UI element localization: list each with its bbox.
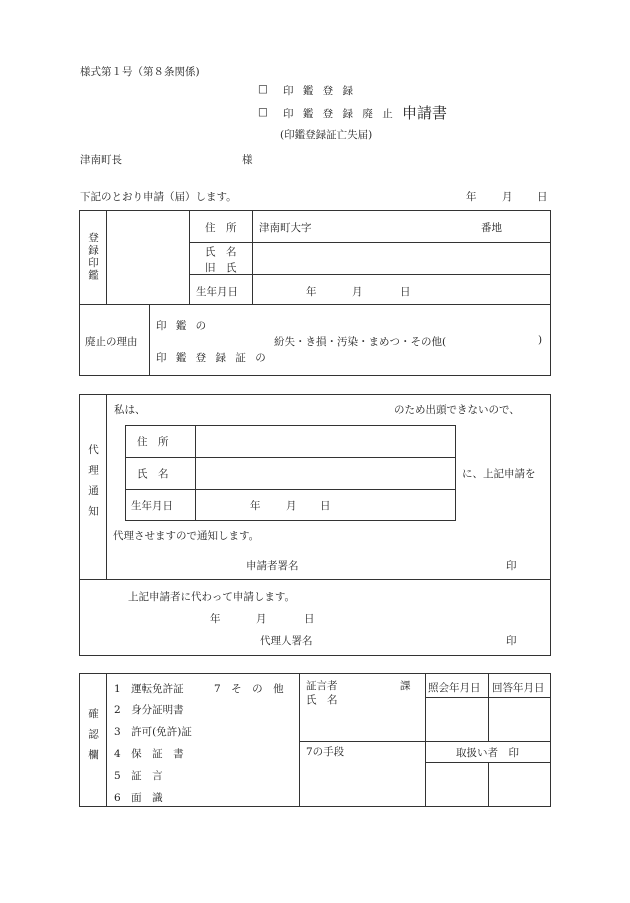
proxy-birth-label: 生年月日 (131, 500, 173, 512)
option-register-label: 印 鑑 登 録 (283, 85, 357, 97)
agent-date-year: 年 (210, 613, 221, 625)
handler-seal-field-2[interactable] (489, 763, 550, 806)
divider (149, 304, 150, 376)
divider (299, 741, 551, 742)
addressee: 津南町長 (80, 154, 122, 166)
proxy-birth-month: 月 (286, 500, 297, 512)
agent-date-month: 月 (256, 613, 267, 625)
handler-label: 取扱い者 印 (456, 747, 519, 759)
confirm-item-4[interactable]: 4 保 証 書 (114, 748, 184, 760)
divider (299, 673, 300, 807)
checkbox-icon: □ (258, 106, 268, 118)
witness-dept: 課 (400, 680, 411, 692)
intro-text: 下記のとおり申請（届）します。 (80, 191, 237, 203)
witness-label: 証言者 (306, 680, 338, 692)
reasons[interactable]: 紛失・き損・汚染・まめつ・その他( (274, 336, 447, 348)
option-abolish-label: 印 鑑 登 録 廃 止 (283, 108, 396, 120)
birth-year: 年 (306, 286, 317, 298)
agent-date-day: 日 (304, 613, 315, 625)
means7-label: 7の手段 (306, 746, 345, 758)
birth-month: 月 (352, 286, 363, 298)
reasons-close: ) (538, 334, 543, 346)
divider (79, 579, 551, 580)
divider (189, 210, 190, 304)
proxy-apply-above: に、上記申請を (462, 468, 536, 480)
confirm-item-5[interactable]: 5 証 言 (114, 770, 163, 782)
confirm-item-1[interactable]: 1 運転免許証 (114, 683, 184, 695)
proxy-notify: 代理させますので通知します。 (113, 530, 260, 542)
confirmation-label: 確認欄 (87, 708, 99, 770)
witness-name-label: 氏 名 (306, 694, 338, 706)
checkbox-abolish[interactable] (258, 106, 268, 118)
cert-of: 印 鑑 登 録 証 の (156, 352, 269, 364)
honorific: 様 (242, 154, 253, 166)
address-suffix: 番地 (481, 222, 502, 234)
confirm-item-7[interactable]: 7 そ の 他 (214, 683, 284, 695)
divider (125, 489, 456, 490)
agent-seal-mark: 印 (506, 635, 517, 647)
form-number: 様式第１号（第８条関係) (80, 66, 200, 78)
seal-label: 登録印鑑 (87, 232, 99, 282)
proxy-name-field[interactable] (196, 458, 455, 488)
birth-label: 生年月日 (196, 286, 238, 298)
divider (106, 394, 107, 579)
page-title: 申請書 (402, 104, 448, 122)
proxy-watashi: 私は、 (114, 404, 146, 416)
proxy-cannot-attend: のため出頭できないので、 (394, 404, 520, 416)
inquiry-date-header: 照会年月日 (428, 682, 481, 694)
applicant-seal-mark: 印 (506, 560, 517, 572)
proxy-label: 代理通知 (87, 444, 99, 526)
seal-impression-area[interactable] (107, 211, 188, 303)
inquiry-date-field[interactable] (426, 698, 488, 740)
name-field[interactable] (253, 243, 550, 273)
reply-date-field[interactable] (489, 698, 550, 740)
date-day: 日 (537, 191, 548, 203)
applicant-sign-label: 申請者署名 (246, 560, 299, 572)
confirm-item-6[interactable]: 6 面 識 (114, 792, 163, 804)
birth-day: 日 (400, 286, 411, 298)
handler-seal-field-1[interactable] (426, 763, 488, 806)
reply-date-header: 回答年月日 (492, 682, 545, 694)
page-subtitle: (印鑑登録証亡失届) (280, 129, 373, 141)
date-month: 月 (502, 191, 513, 203)
name-label: 氏 名 (205, 246, 237, 258)
agent-sign-label: 代理人署名 (260, 635, 313, 647)
seal-of: 印 鑑 の (156, 320, 210, 332)
proxy-name-label: 氏 名 (137, 468, 169, 480)
checkbox-register[interactable] (258, 83, 268, 95)
confirm-item-2[interactable]: 2 身分証明書 (114, 704, 184, 716)
old-name-label: 旧 氏 (205, 262, 237, 274)
confirm-item-3[interactable]: 3 許可(免許)証 (114, 726, 192, 738)
address-label: 住 所 (205, 222, 237, 234)
divider (106, 673, 107, 807)
abolish-reason-label: 廃止の理由 (85, 336, 138, 348)
proxy-birth-day: 日 (320, 500, 331, 512)
divider (189, 274, 551, 275)
proxy-birth-year: 年 (250, 500, 261, 512)
address-prefix[interactable]: 津南町大字 (259, 222, 312, 234)
proxy-address-label: 住 所 (137, 436, 169, 448)
date-year: 年 (466, 191, 477, 203)
on-behalf-text: 上記申請者に代わって申請します。 (128, 591, 296, 603)
checkbox-icon: □ (258, 83, 268, 95)
proxy-address-field[interactable] (196, 426, 455, 456)
